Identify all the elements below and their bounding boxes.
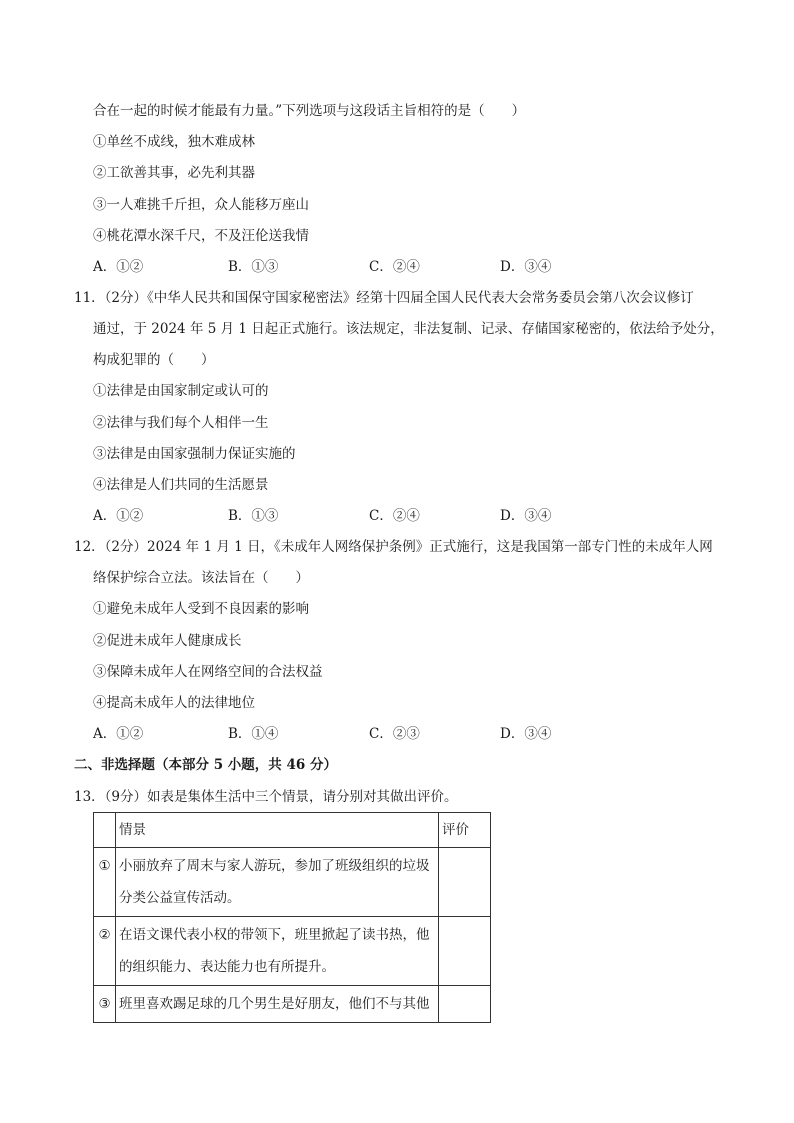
q12-item-3: ③保障未成年人在网络空间的合法权益 (93, 664, 323, 680)
scene-cell (116, 848, 439, 917)
scene-line: 小丽放弃了周末与家人游玩，参加了班级组织的垃圾 (119, 858, 430, 874)
q11-stem-line-3: 构成犯罪的（ ） (93, 352, 215, 368)
q12-option-c[interactable]: C．②③ (369, 726, 420, 742)
q10-option-d[interactable]: D．③④ (500, 259, 552, 275)
q11-option-c[interactable]: C．②④ (369, 508, 420, 524)
q12-option-d[interactable]: D．③④ (500, 726, 552, 742)
scene-line: 分类公益宣传活动。 (119, 890, 241, 906)
q11-item-3: ③法律是由国家强制力保证实施的 (93, 446, 296, 462)
q11-options (93, 506, 653, 526)
q12-item-2: ②促进未成年人健康成长 (93, 633, 242, 649)
q10-item-1: ①单丝不成线，独木难成林 (93, 134, 255, 150)
q11-stem-line-1: 11．（2分）《中华人民共和国保守国家秘密法》经第十四届全国人民代表大会常务委员会第八次会议修订 (74, 290, 694, 306)
q11-stem-line-2: 通过，于 2024 年 5 月 1 日起正式施行。该法规定，非法复制、记录、存储国家秘密的，依法给予处分， (93, 321, 724, 337)
table-row (94, 917, 491, 986)
scene-line: 在语文课代表小权的带领下，班里掀起了读书热，他 (119, 927, 430, 943)
q12-item-4: ④提高未成年人的法律地位 (93, 695, 255, 711)
scene-line: 班里喜欢踢足球的几个男生是好朋友，他们不与其他 (119, 996, 430, 1012)
q12-stem-line-2: 络保护综合立法。该法旨在（ ） (93, 570, 309, 586)
header-eval-cell: 评价 (439, 813, 491, 848)
scene-cell (116, 917, 439, 986)
scene-cell (116, 986, 439, 1023)
q10-option-a[interactable]: A．①② (93, 259, 144, 275)
table-header-row (94, 813, 491, 848)
q10-option-b[interactable]: B．①③ (228, 259, 279, 275)
q10-item-4: ④桃花潭水深千尺，不及汪伦送我情 (93, 228, 309, 244)
header-scene-cell: 情景 (116, 813, 439, 848)
header-num-cell (94, 813, 116, 848)
q12-options (93, 724, 653, 744)
q10-stem-continuation: 合在一起的时候才能最有力量。”下列选项与这段话主旨相符的是（ ） (93, 103, 526, 119)
row-num: ③ (94, 986, 116, 1023)
q12-option-a[interactable]: A．①② (93, 726, 144, 742)
q12-item-1: ①避免未成年人受到不良因素的影响 (93, 601, 309, 617)
row-num: ① (94, 848, 116, 917)
scene-line: 的组织能力、表达能力也有所提升。 (119, 959, 335, 975)
eval-cell[interactable] (439, 986, 491, 1023)
q11-option-d[interactable]: D．③④ (500, 508, 552, 524)
q11-item-1: ①法律是由国家制定或认可的 (93, 383, 269, 399)
row-num: ② (94, 917, 116, 986)
eval-cell[interactable] (439, 917, 491, 986)
q11-option-a[interactable]: A．①② (93, 508, 144, 524)
q13-evaluation-table (93, 812, 491, 1023)
q12-option-b[interactable]: B．①④ (228, 726, 279, 742)
eval-cell[interactable] (439, 848, 491, 917)
q11-item-4: ④法律是人们共同的生活愿景 (93, 477, 269, 493)
table-row (94, 986, 491, 1023)
q10-options (93, 257, 653, 277)
table-row (94, 848, 491, 917)
q10-item-2: ②工欲善其事，必先利其器 (93, 165, 255, 181)
q12-stem-line-1: 12．（2分）2024 年 1 月 1 日，《未成年人网络保护条例》正式施行，这是我国第一部专门性的未成年人网 (74, 539, 713, 555)
q11-option-b[interactable]: B．①③ (228, 508, 279, 524)
q10-option-c[interactable]: C．②④ (369, 259, 420, 275)
q13-stem: 13．（9分）如表是集体生活中三个情景，请分别对其做出评价。 (74, 789, 458, 805)
q10-item-3: ③一人难挑千斤担，众人能移万座山 (93, 197, 309, 213)
q11-item-2: ②法律与我们每个人相伴一生 (93, 415, 269, 431)
section-title-non-choice: 二、非选择题（本部分 5 小题，共 46 分） (74, 757, 337, 773)
